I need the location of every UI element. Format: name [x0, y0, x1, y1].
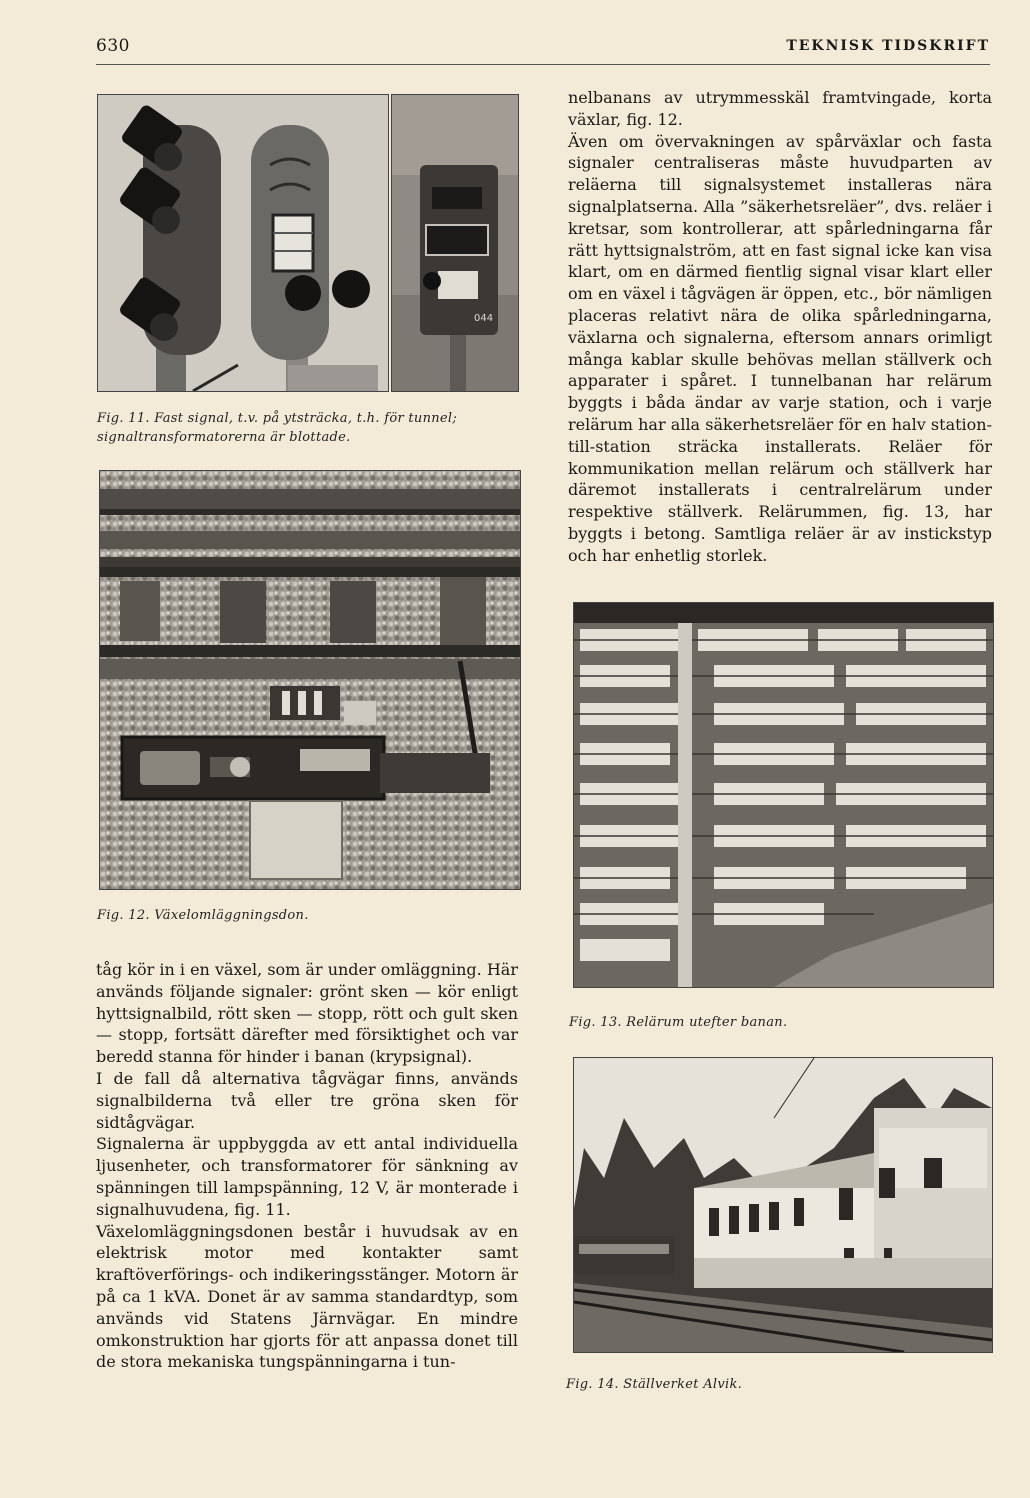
fig11-photo-tunnel-signal	[391, 94, 519, 392]
fig13-photo-relay-room	[573, 602, 994, 988]
header-rule	[96, 64, 990, 65]
paragraph: Växelomläggningsdonen består i huvudsak av en elektrisk motor med kontakter samt kraftöverförings- och indikeringsstänger. Motorn är på ca 1 kVA. Donet är av samma standardtyp, som används vid Statens Järnvägar. En mindre omkonstruktion har gjorts för att anpassa donet till de stora mekaniska tungspänningarna i tun-	[96, 1221, 518, 1372]
fig12-caption: Fig. 12. Växelomläggningsdon.	[97, 908, 309, 923]
fig14-caption: Fig. 14. Ställverket Alvik.	[566, 1377, 743, 1392]
fig13-caption: Fig. 13. Relärum utefter banan.	[569, 1015, 788, 1030]
paragraph: Även om övervakningen av spårväxlar och fasta signaler centraliseras måste huvudparten av reläerna till signalsystemet installeras nära signalplatserna. Alla ”säkerhetsreläer”, dvs. reläer i kretsar, som kontrollerar, att spårledningarna får rätt hyttsignalström, att en fast signal icke kan visa klart, om en därmed fientlig signal visar klart eller om en växel i tågvägen är öppen, etc., bör nämligen placeras relativt nära de olika spårledningarna, växlarna och signalerna, eftersom annars orimligt många kablar skulle behövas mellan ställverk och apparater i spåret. I tunnelbanan har relärum byggts i båda ändar av varje station, och i varje relärum har alla säkerhetsreläer för en halv station-till-station sträcka installerats. Reläer för kommunikation mellan relärum och ställverk har däremot installerats i centralrelärum under respektive ställverk. Relärummen, fig. 13, har byggts i betong. Samtliga reläer är av instickstyp och har enhetlig storlek.	[568, 131, 992, 565]
paragraph: tåg kör in i en växel, som är under omläggning. Här används följande signaler: grönt sken — kör enligt hyttsignalbild, rött sken — stopp, rött och gult sken — stopp, fortsätt därefter med försiktighet och var beredd stanna för hinder i banan (krypsignal).	[96, 960, 518, 1067]
fig11-photo-surface-signal	[97, 94, 389, 392]
paragraph: I de fall då alternativa tågvägar finns, används signalbilderna två eller tre gröna sken för sidtågvägar.	[96, 1068, 518, 1132]
left-column-text	[96, 959, 518, 1373]
page-number: 630	[96, 36, 130, 56]
fig11-signal-plate: 044	[474, 313, 494, 324]
fig11-caption: Fig. 11. Fast signal, t.v. på ytsträcka, t.h. för tunnel; signaltransformatorerna är blottade.	[97, 411, 458, 445]
right-column-text	[568, 87, 992, 567]
fig12-photo-point-machine	[99, 470, 521, 890]
paragraph: nelbanans av utrymmesskäl framtvingade, korta växlar, fig. 12.	[568, 88, 992, 129]
fig14-photo-interlocking-building	[573, 1057, 993, 1353]
journal-title: TEKNISK TIDSKRIFT	[786, 38, 990, 54]
paragraph: Signalerna är uppbyggda av ett antal individuella ljusenheter, och transformatorer för sänkning av spänningen till lampspänning, 12 V, är monterade i signalhuvudena, fig. 11.	[96, 1134, 518, 1219]
